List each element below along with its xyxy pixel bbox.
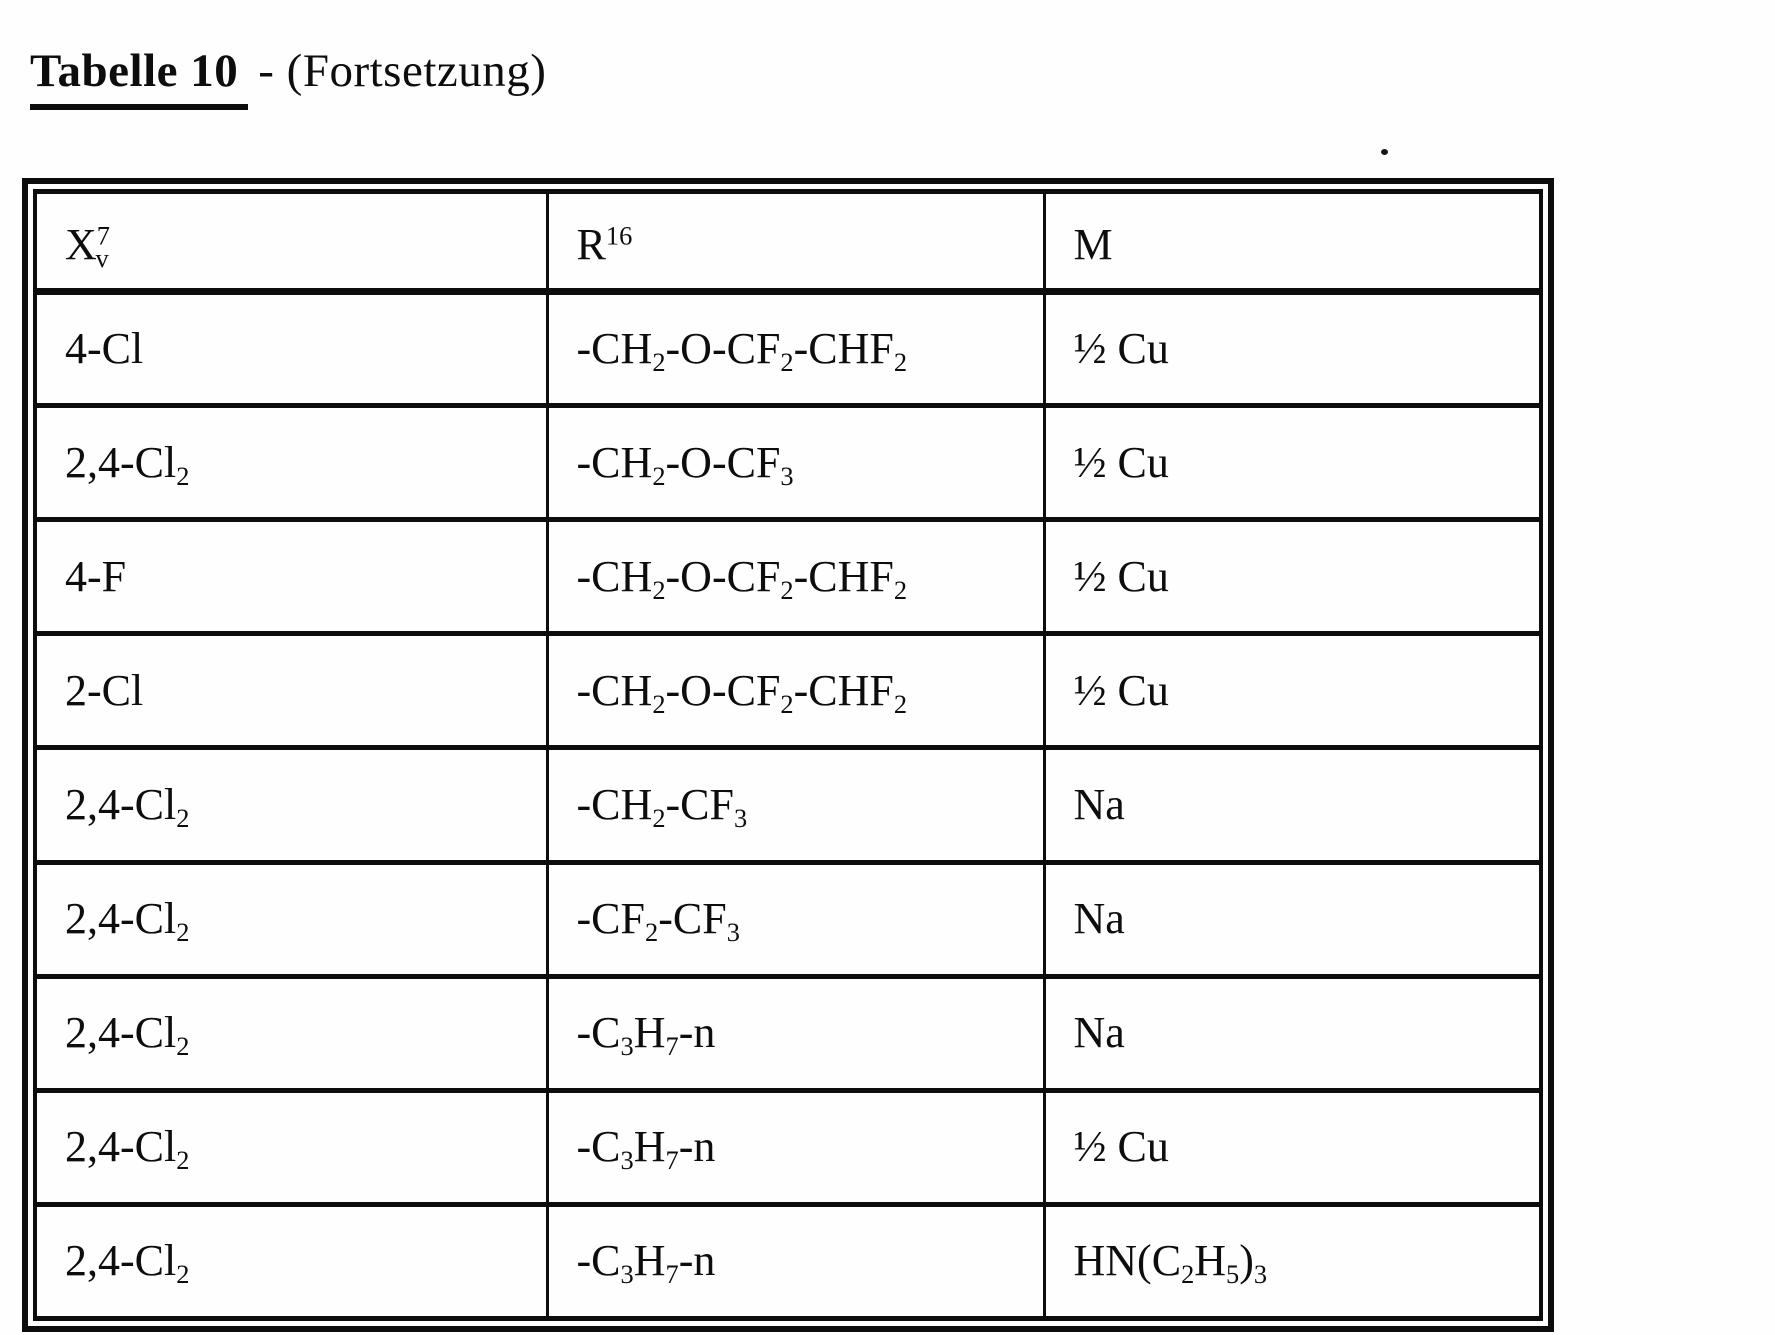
table-cell: $-CH_2-O-CF_2-CHF_2$ (547, 292, 1044, 406)
table-cell: $2,4-Cl_2$ (35, 748, 547, 862)
table-row (35, 1090, 1541, 1204)
compound-table-frame (22, 178, 1554, 1332)
column-header: M (1044, 192, 1541, 292)
table-cell: $-C_3H_7-n$ (547, 1204, 1044, 1318)
table-cell: Na (1044, 748, 1541, 862)
table-cell: $2,4-Cl_2$ (35, 976, 547, 1090)
table-cell: ½ Cu (1044, 292, 1541, 406)
table-cell: ½ Cu (1044, 520, 1541, 634)
table-cell: $2,4-Cl_2$ (35, 1204, 547, 1318)
table-cell: $-CH_2-O-CF_2-CHF_2$ (547, 520, 1044, 634)
scan-speck (1381, 149, 1388, 155)
table-cell: Na (1044, 862, 1541, 976)
table-cell: $2,4-Cl_2$ (35, 406, 547, 520)
table-row (35, 748, 1541, 862)
table-row (35, 976, 1541, 1090)
table-cell: $2,4-Cl_2$ (35, 1090, 547, 1204)
column-header: $R^{16}$ (547, 192, 1044, 292)
table-cell: Na (1044, 976, 1541, 1090)
table-row (35, 192, 1541, 292)
page-title (30, 44, 546, 98)
table-row (35, 862, 1541, 976)
table-row (35, 406, 1541, 520)
table-cell: $-C_3H_7-n$ (547, 976, 1044, 1090)
compound-table (33, 189, 1543, 1321)
table-row (35, 1204, 1541, 1318)
table-cell: ½ Cu (1044, 634, 1541, 748)
table-cell: $-CH_2-CF_3$ (547, 748, 1044, 862)
column-header: $X^7_v$ (35, 192, 547, 292)
table-cell: 4-Cl (35, 292, 547, 406)
page-title-suffix: - (Fortsetzung) (258, 45, 547, 97)
table-cell: ½ Cu (1044, 1090, 1541, 1204)
table-cell: $HN(C_2H_5)_3$ (1044, 1204, 1541, 1318)
table-cell: 2-Cl (35, 634, 547, 748)
table-header-row (35, 192, 1541, 292)
page-title-main: Tabelle 10 (30, 45, 248, 110)
table-cell: $-CH_2-O-CF_2-CHF_2$ (547, 634, 1044, 748)
table-cell: ½ Cu (1044, 406, 1541, 520)
table-cell: $-CH_2-O-CF_3$ (547, 406, 1044, 520)
table-row (35, 634, 1541, 748)
table-cell: 4-F (35, 520, 547, 634)
table-cell: $-CF_2-CF_3$ (547, 862, 1044, 976)
table-body (35, 292, 1541, 1319)
table-row (35, 520, 1541, 634)
table-row (35, 292, 1541, 406)
table-cell: $2,4-Cl_2$ (35, 862, 547, 976)
table-cell: $-C_3H_7-n$ (547, 1090, 1044, 1204)
